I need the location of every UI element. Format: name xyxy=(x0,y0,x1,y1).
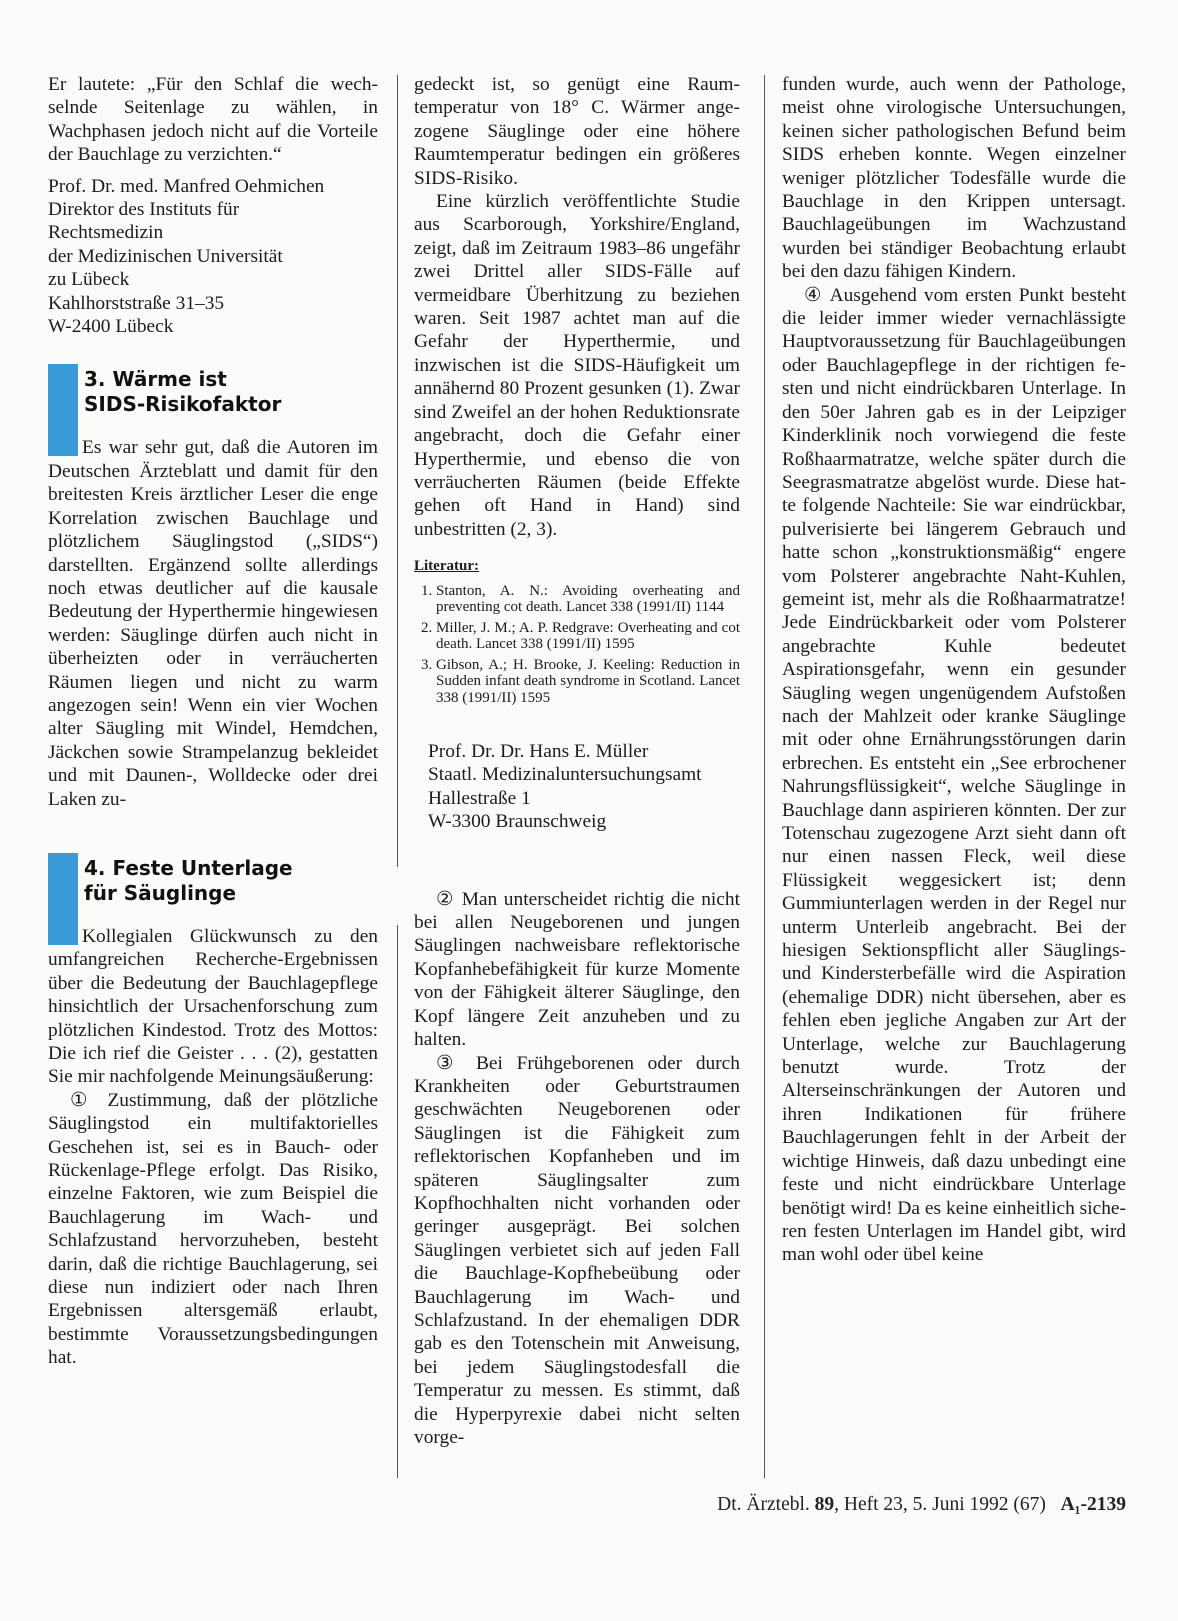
section-3-heading xyxy=(48,367,378,417)
address-line: zu Lübeck xyxy=(48,269,130,291)
intro-paragraph: Er lautete: „Für den Schlaf die wechselnde Seitenlage zu wählen, in Wachphasen jedoch nicht auf die Vorteile der Bauchlage zu verzichten.“ xyxy=(48,74,378,166)
address-line: W-2400 Lübeck xyxy=(48,316,174,338)
continuation-text: funden wurde, auch wenn der Pathologe, meist ohne virologische Untersuchungen, keinen sicher pathologischen Befund beim SIDS erheben konnte. Wegen einzelner weniger plötzlicher Todesfälle wurde die Bauchlage in den Krippen untersagt. Bauchlageübungen im Wachzustand wurden bei ständiger Beobachtung erlaubt bei den dazu fähigen Kindern. xyxy=(782,74,1126,283)
continuation-text: gedeckt ist, so genügt eine Raumtemperatur von 18° C. Wärmer angezogene Säuglinge oder eine höhere Raumtemperatur bedingen ein größeres SIDS-Risiko. xyxy=(414,74,740,189)
section-4-text: Kollegialen Glückwunsch zu den umfangreichen Recherche-Ergebnissen über die Bedeutung der Bauchlagepflege hinsichtlich der Ursachenforschung zum plötzlichen Kindestod. Trotz des Mottos: Die ich rief die Geister . . . (2), gestatten Sie mir nachfolgende Meinungsäußerung: xyxy=(48,925,378,1088)
column-divider xyxy=(397,925,398,1478)
section-4-heading xyxy=(48,856,378,906)
heading-line: 3. Wärme ist xyxy=(84,367,227,392)
reference-item: 3. Gibson, A.; H. Brooke, J. Keeling: Reduction in Sudden infant death syndrome in Scotland. Lancet 338 (1991/II) 1595 xyxy=(436,657,740,707)
page-number: A₁-2139 xyxy=(1060,1494,1126,1515)
author-address-mueller xyxy=(414,740,740,834)
heading-accent-bar xyxy=(48,853,78,945)
heading-line: SIDS-Risikofaktor xyxy=(84,392,282,417)
heading-accent-bar xyxy=(48,364,78,456)
heading-line: 4. Feste Unterlage xyxy=(84,855,293,880)
address-line: Prof. Dr. Dr. Hans E. Müller xyxy=(428,741,649,763)
journal-volume: 89 xyxy=(814,1494,835,1515)
address-line: W-3300 Braunschweig xyxy=(428,811,607,833)
section-3-text: Es war sehr gut, daß die Autoren im Deutschen Ärzteblatt und damit für den breitesten Kreis ärztlicher Leser die enge Korrelation zwischen Bauchlage und plötzlichem Säuglingstod („SIDS“) darstellten. Ergänzend sollte allerdings noch etwas deutlicher auf die kausale Bedeutung der Hyperthermie hingewiesen werden: Säuglinge dürfen auch nicht in überheizten oder in verräucherten Räumen liegen und nicht zu warm angezogen sein! Wenn ein vier Wochen alter Säugling mit Windel, Hemdchen, Jäckchen sowie Strampelanzug bekleidet und mit Daunen-, Wolldecke oder drei Laken zu- xyxy=(48,437,378,810)
column-divider xyxy=(764,75,765,1478)
column-middle xyxy=(414,73,740,1449)
journal-issue: , Heft 23, 5. Juni 1992 (67) xyxy=(834,1494,1046,1515)
point-1-text: ① Zustimmung, daß der plötzliche Säuglingstod ein multifaktorielles Geschehen ist, sei es in Bauch- oder Rückenlage-Pflege erfolgt. Das Risiko, einzelne Faktoren, wie zum Beispiel die Bauchlagerung im Wach- und Schlafzustand hervorzuheben, besteht darin, daß die richtige Bauchlagerung, sei diese nun indiziert oder nach Ihren Ergebnissen altersgemäß erlaubt, bestimmte Voraussetzungsbedingungen hat. xyxy=(48,1089,378,1369)
literature-title: Literatur: xyxy=(414,558,479,575)
point-3-text: ③ Bei Frühgeborenen oder durch Krankheiten oder Geburtstraumen geschwächten Neugeborenen oder Säuglingen ist die Fähigkeit zum reflektorischen Kopfanheben und im späteren Säuglingsalter zum Kopfhochhalten nicht vorhanden oder geringer ausgeprägt. Bei solchen Säuglingen verbietet sich auf jeden Fall die Bauchlage-Kopfhebeübung oder Bauchlagerung im Wach- und Schlafzustand. In der ehemaligen DDR gab es den Totenschein mit Anweisung, bei jedem Säuglingstodesfall die Temperatur zu messen. Es stimmt, daß die Hyperpyrexie dabei nicht selten vorge- xyxy=(414,1052,740,1448)
address-line: Staatl. Medizinaluntersuchungsamt xyxy=(428,764,702,786)
address-line: Prof. Dr. med. Manfred Oehmichen xyxy=(48,175,325,197)
page-footer xyxy=(620,1494,1126,1516)
reference-item: 1. Stanton, A. N.: Avoiding overheating and preventing cot death. Lancet 338 (1991/II) 1144 xyxy=(436,583,740,616)
reference-list xyxy=(414,583,740,707)
author-address-oehmichen xyxy=(48,175,378,339)
journal-name: Dt. Ärztebl. xyxy=(717,1494,810,1515)
study-paragraph: Eine kürzlich veröffentlichte Studie aus Scarborough, Yorkshire/England, zeigt, daß im Zeitraum 1983–86 ungefähr zwei Drittel aller SIDS-Fälle auf vermeidbare Überhitzung zu beziehen waren. Seit 1987 achtet man auf die Gefahr der Hyperthermie, und inzwischen ist die SIDS-Häufigkeit um annähernd 80 Prozent gesunken (1). Zwar sind Zweifel an der hohen Reduktionsrate angebracht, doch die Gefahr einer Hyperthermie, und ebenso die von verräucherten Räumen (beide Effekte gehen oft Hand in Hand) sind unbestritten (2, 3). xyxy=(414,191,740,540)
column-right xyxy=(782,73,1126,1267)
point-4-text: ④ Ausgehend vom ersten Punkt besteht die leider immer wieder vernachlässigte Hauptvoraussetzung für Bauchlageübungen oder Bauchlagepflege in der richtigen festen und nicht eindrückbaren Unterlage. In den 50er Jahren gab es in der Leipziger Kinderklinik noch vorwiegend die feste Roßhaarmatratze, welche später durch die Seegrasmatratze abgelöst wurde. Diese hatte folgende Nachteile: Sie war eindrückbar, pulverisierte bei längerem Gebrauch und hatte schon „konstruktionsmäßig“ engere vom Polsterer angebrachte Naht-Kuhlen, gemeint ist, mehr als die Roßhaarmatratze! Jede Eindrückbarkeit oder vom Polsterer angebrachte Kuhle bedeutet Aspirationsgefahr, wenn ein gesunder Säugling wegen ungenügendem Aufstoßen nach der Mahlzeit oder kranke Säuglinge mit oder ohne Ernährungsstörungen darin erbrechen. Es entsteht ein „See erbrochener Nahrungsflüssigkeit“, welche Säuglinge in Bauchlage dann aspirieren könnten. Der zur Totenschau zugezogene Arzt sieht dann oft nur einen nassen Fleck, weil diese Flüssigkeit weggesickert ist; denn Gummiunterlagen werden in der Regel nur unterm Unterleib angebracht. Bei der hiesigen Sektionspflicht aller Säuglings- und Kindersterbefälle wird die Aspiration (ehemalige DDR) nicht übersehen, aber es fehlen eben jegliche Angaben zur Art der Unterlage, welche zur Bauchlagerung benutzt wurde. Trotz der Alterseinschränkungen der Autoren und ihren Indikationen für frühere Bauchlagerungen fehlt in der Arbeit der wichtige Hinweis, daß dazu unbedingt eine feste und nicht eindrückbare Unterlage benötigt wird! Da es keine einheitlich sicheren festen Unterlagen im Handel gibt, wird man wohl oder übel keine xyxy=(782,284,1126,1266)
address-line: Rechtsmedizin xyxy=(48,222,164,244)
heading-line: für Säuglinge xyxy=(84,880,237,905)
column-divider xyxy=(397,75,398,867)
address-line: Kahlhorststraße 31–35 xyxy=(48,292,225,314)
address-line: Hallestraße 1 xyxy=(428,787,531,809)
address-line: der Medizinischen Universität xyxy=(48,245,283,267)
reference-item: 2. Miller, J. M.; A. P. Redgrave: Overheating and cot death. Lancet 338 (1991/II) 1595 xyxy=(436,620,740,653)
address-line: Direktor des Instituts für xyxy=(48,199,240,221)
column-left xyxy=(48,73,378,1370)
point-2-text: ② Man unterscheidet richtig die nicht bei allen Neugeborenen und jungen Säuglingen nachweisbare reflektorische Kopfanhebefähigkeit für kurze Momente von der Fähigkeit älterer Säuglinge, den Kopf längere Zeit anzuheben und zu halten. xyxy=(414,888,740,1051)
